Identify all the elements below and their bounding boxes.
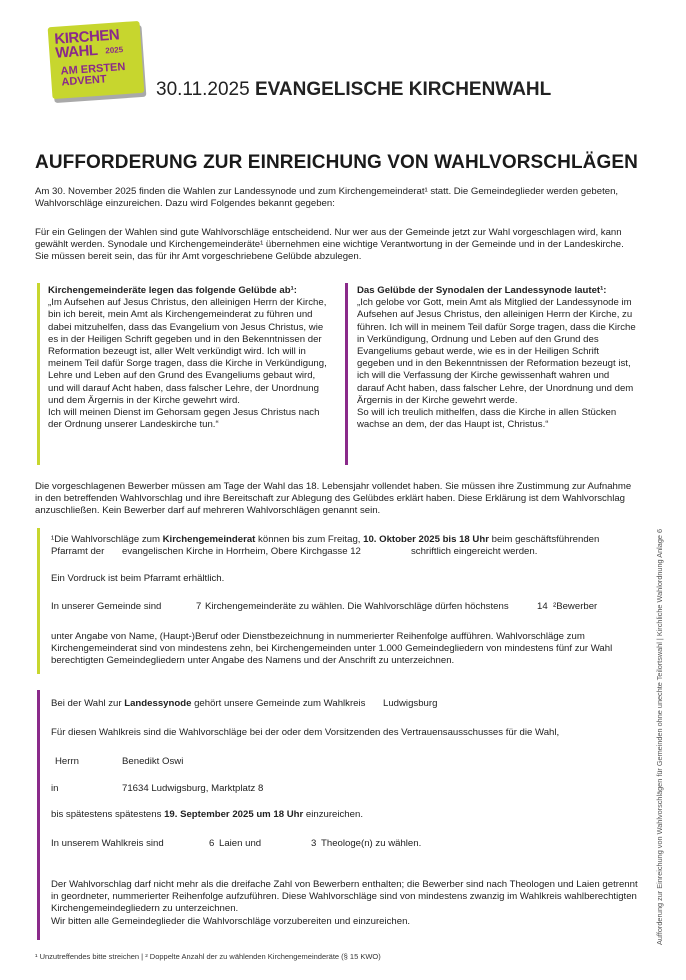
kgr-submit-text: schriftlich eingereicht werden. [411, 546, 538, 557]
logo-text: KIRCHEN WAHL [53, 26, 120, 62]
syn-chair-text: Für diesen Wahlkreis sind die Wahlvorschläge bei der oder dem Vorsitzenden des Vertrauensausschusses für die Wahl, [51, 727, 560, 738]
kgr-church-field: evangelischen Kirche in Horrheim, Obere Kirchgasse 12 [122, 546, 361, 557]
syn-laien-label: Laien und [219, 838, 262, 849]
syn-theologen-value: 3 [311, 838, 317, 849]
vow-syn-heading: Das Gelübde der Synodalen der Landessynode lautet¹: [357, 285, 607, 296]
vow-synodale [357, 285, 639, 431]
vow-right-accent-bar [345, 283, 348, 465]
syn-chair-name: Benedikt Oswi [122, 756, 184, 767]
vow-left-accent-bar [37, 283, 40, 465]
kgr-count-value: 7 [196, 601, 202, 612]
header-title [156, 79, 551, 101]
kgr-vordruck: Ein Vordruck ist beim Pfarramt erhältlich. [51, 573, 225, 584]
requirements-paragraph: Die vorgeschlagenen Bewerber müssen am Tage der Wahl das 18. Lebensjahr vollendet haben. Sie müssen ihre Zustimmung zur Aufnahme in den betreffenden Wahlvorschlag und ihre Bereitschaft zur Ablegung des Gelübdes erklärt haben. Diese Erklärung ist dem Wahlvorschlag anzuschließen. Kein Bewerber darf auf mehreren Wahlvorschlägen genannt sein. [35, 481, 632, 517]
page-title: AUFFORDERUNG ZUR EINREICHUNG VON WAHLVORSCHLÄGEN [35, 152, 638, 173]
kgr-deadline-line: ¹Die Wahlvorschläge zum Kirchengemeinderat können bis zum Freitag, 10. Oktober 2025 bis 18 Uhr beim geschäftsführenden [51, 534, 600, 545]
intro-paragraph-1: Am 30. November 2025 finden die Wahlen zur Landessynode und zum Kirchengemeinderat¹ statt. Die Gemeindeglieder werden gebeten, Wahlvorschläge einzureichen. Dazu wird Folgendes bekannt gegeben: [35, 186, 619, 210]
syn-section-accent-bar [37, 690, 40, 940]
kgr-max-value: 14 [537, 601, 548, 612]
syn-deadline: bis spätestens spätestens 19. September 2025 um 18 Uhr einzureichen. [51, 809, 363, 820]
vow-kirchengemeinderat [48, 285, 330, 431]
syn-wahlkreis-value: Ludwigsburg [383, 698, 438, 709]
kgr-count-text: Kirchengemeinderäte zu wählen. Die Wahlvorschläge dürfen höchstens [205, 601, 509, 612]
syn-wahlkreis-line: Bei der Wahl zur Landessynode gehört unsere Gemeinde zum Wahlkreis [51, 698, 366, 709]
syn-address: 71634 Ludwigsburg, Marktplatz 8 [122, 783, 264, 794]
vow-syn-text: „Ich gelobe vor Gott, mein Amt als Mitglied der Landessynode im Aufsehen auf Jesus Christus, den alleinigen Herrn der Kirche, zu führen. Ich will in meinem Teil dafür Sorge tragen, dass die Kirche in Verkündigung, Ordnung und Leben auf den Grund des Evangeliums gebaut werde, wie es in der Heiligen Schrift gegeben und in den Bekenntnissen der Reformation bezeugt ist, ich will die Verfassung der Kirche gewissenhaft wahren und darauf Acht haben, dass falscher Lehre, der Unordnung und dem Ärgernis in der Kirche gewehrt werde. [357, 297, 636, 406]
syn-salutation: Herrn [55, 756, 79, 767]
intro-paragraph-2: Für ein Gelingen der Wahlen sind gute Wahlvorschläge entscheidend. Nur wer aus der Gemeinde jetzt zur Wahl vorgeschlagen wird, kann gewählt werden. Synodale und Kirchengemeinderäte¹ übernehmen eine wichtige Verantwortung in der Gemeinde und in der Landeskirche. Sie müssen bereit sein, das für ihr Amt vorgeschriebene Gelübde abzulegen. [35, 227, 624, 263]
header-date: 30.11.2025 [156, 79, 250, 100]
vow-kgr-text-2: Ich will meinen Dienst im Gehorsam gegen Jesus Christus nach der Ordnung unserer Landeskirche tun.“ [48, 407, 320, 431]
vow-kgr-text: „Im Aufsehen auf Jesus Christus, den alleinigen Herrn der Kirche, bin ich bereit, mein Amt als Kirchengemeinderat zu führen und dabei mitzuhelfen, dass das Evangelium von Jesus Christus, wie es in der Heiligen Schrift gegeben und in den Bekenntnissen der Reformation bezeugt ist, aller Welt verkündigt wird. Ich will in meinem Teil dafür Sorge tragen, dass die Kirche in Verkündigung, Lehre und Leben auf den Grund des Evangeliums gebaut wird, und will darauf Acht haben, dass falscher Lehre, der Unordnung und dem Ärgernis in der Kirche gewehrt wird. [48, 297, 327, 406]
syn-in-label: in [51, 783, 59, 794]
syn-details-text: Der Wahlvorschlag darf nicht mehr als die dreifache Zahl von Bewerbern enthalten; die Bewerber sind nach Theologen und Laien getrennt in geordneter, nummerierter Reihenfolge aufzuführen. Diese Wahlvorschläge sind von mindestens zwanzig im Wahlkreis wahlberechtigten Kirchengemeindegliedern zu unterzeichnen. [51, 879, 638, 915]
vow-kgr-heading: Kirchengemeinderäte legen das folgende Gelübde ab¹: [48, 285, 297, 296]
kgr-count-label: In unserer Gemeinde sind [51, 601, 162, 612]
footnote: ¹ Unzutreffendes bitte streichen | ² Doppelte Anzahl der zu wählenden Kirchengemeinderäte (§ 15 KWO) [35, 952, 381, 961]
syn-theologen-label: Theologe(n) zu wählen. [321, 838, 422, 849]
vow-syn-text-2: So will ich treulich mithelfen, dass die Kirche in allen Stücken wachse an dem, der das Haupt ist, Christus.“ [357, 407, 617, 431]
kgr-details-text: unter Angabe von Name, (Haupt-)Beruf oder Dienstbezeichnung in nummerierter Reihenfolge aufführen. Wahlvorschläge zum Kirchengemeinderat sind von mindestens zehn, bei Kirchengemeinden unter 1.000 Gemeindegliedern von mindestens fünf zur Wahl berechtigten Gemeindegliedern unter Angabe des Namens und der Anschrift zu unterzeichnen. [51, 631, 613, 667]
kgr-pfarramt-line: Pfarramt der [51, 546, 105, 557]
kgr-max-label: ²Bewerber [553, 601, 598, 612]
side-caption: Aufforderung zur Einreichung von Wahlvorschlägen für Gemeinden ohne unechte Teilortswahl | Kirchliche Wahlordnung Anlage 6 [655, 528, 664, 945]
kirchenwahl-logo [48, 21, 145, 99]
logo-subtext: AM ERSTEN ADVENT [60, 60, 126, 89]
syn-laien-value: 6 [209, 838, 215, 849]
logo-year: 2025 [105, 45, 124, 56]
header-heading: EVANGELISCHE KIRCHENWAHL [254, 79, 552, 100]
syn-closing-text: Wir bitten alle Gemeindeglieder die Wahlvorschläge vorzubereiten und einzureichen. [51, 916, 411, 927]
syn-count-label: In unserem Wahlkreis sind [51, 838, 164, 849]
kgr-section-accent-bar [37, 528, 40, 674]
